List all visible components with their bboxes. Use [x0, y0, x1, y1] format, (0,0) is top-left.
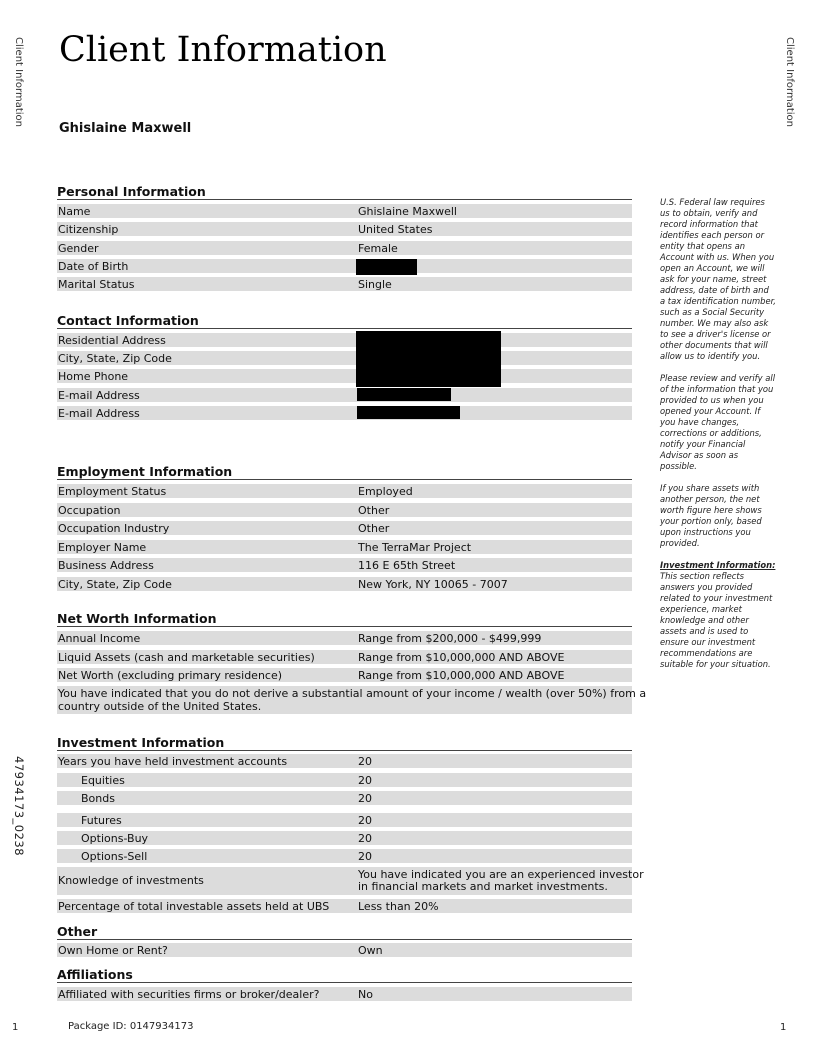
right-side-label: Client Information [784, 37, 795, 128]
row-value: 20 [358, 774, 372, 787]
row-label: Percentage of total investable assets held at UBS [58, 900, 330, 913]
sidebar-subheading: Investment Information: [660, 560, 776, 570]
row-label: Marital Status [58, 278, 135, 291]
sidebar-text: This section reflects answers you provided related to your investment experience, market knowledge and other assets and is used to ensure our investment recommendations are suitable for your situation. [660, 571, 773, 669]
row-label: Occupation [58, 504, 121, 517]
row-label: Occupation Industry [58, 522, 170, 535]
row-value: 20 [358, 832, 372, 845]
left-side-label: Client Information [13, 37, 24, 128]
table-row [57, 503, 632, 517]
row-label: Options-Sell [81, 850, 148, 863]
table-row [57, 813, 632, 827]
row-label: Business Address [58, 559, 154, 572]
row-label: Employment Status [58, 485, 167, 498]
other-section [57, 924, 632, 957]
section-heading: Employment Information [57, 464, 632, 480]
row-label: Date of Birth [58, 260, 129, 273]
page-number-right: 1 [780, 1022, 787, 1033]
table-row [57, 540, 632, 554]
section-heading: Investment Information [57, 735, 632, 751]
affiliations-section [57, 967, 632, 1001]
row-value: Other [358, 504, 390, 517]
row-value: Range from $200,000 - $499,999 [358, 632, 542, 645]
row-label: Liquid Assets (cash and marketable securities) [58, 651, 315, 664]
row-label: Years you have held investment accounts [58, 755, 288, 768]
table-row [57, 791, 632, 805]
table-row [57, 631, 632, 645]
row-value: No [358, 988, 373, 1001]
redaction-block [357, 406, 460, 419]
row-label: City, State, Zip Code [58, 352, 172, 365]
table-row [57, 987, 632, 1001]
row-value: 20 [358, 792, 372, 805]
row-label: Net Worth (excluding primary residence) [58, 669, 283, 682]
table-row [57, 277, 632, 291]
row-value: New York, NY 10065 - 7007 [358, 578, 508, 591]
row-value: Employed [358, 485, 413, 498]
section-heading: Personal Information [57, 184, 632, 200]
row-value: 20 [358, 814, 372, 827]
table-row [57, 577, 632, 591]
note-line: You have indicated that you do not derive a substantial amount of your income / wealth (over 50%) from a [58, 687, 647, 700]
note-line: country outside of the United States. [58, 700, 262, 713]
sidebar-paragraph: Please review and verify all of the information that you provided to us when you opened your Account. If you have changes, corrections or additions, notify your Financial Advisor as soon as possible. [660, 373, 776, 471]
table-row [57, 484, 632, 498]
row-label: Annual Income [58, 632, 141, 645]
section-heading: Contact Information [57, 313, 632, 329]
row-label: Own Home or Rent? [58, 944, 168, 957]
personal-information-section [57, 184, 632, 291]
row-value: Less than 20% [358, 900, 439, 913]
row-value: Female [358, 242, 398, 255]
redaction-block [356, 259, 417, 275]
row-value: Other [358, 522, 390, 535]
client-name: Ghislaine Maxwell [59, 121, 192, 136]
row-label: Bonds [81, 792, 115, 805]
table-row [57, 204, 632, 218]
table-row [57, 241, 632, 255]
table-row [57, 650, 632, 664]
row-label: Residential Address [58, 334, 166, 347]
table-row [57, 867, 644, 895]
table-row [57, 668, 632, 682]
row-label: Home Phone [58, 370, 129, 383]
row-label: Affiliated with securities firms or broker/dealer? [58, 988, 320, 1001]
row-label: Knowledge of investments [58, 874, 204, 887]
row-label: Gender [58, 242, 99, 255]
row-label: City, State, Zip Code [58, 578, 172, 591]
row-label: Equities [81, 774, 125, 787]
section-heading: Other [57, 924, 632, 940]
contact-information-section [57, 313, 632, 420]
table-row [57, 406, 632, 420]
table-row [57, 222, 632, 236]
table-row [57, 831, 632, 845]
table-row [57, 899, 632, 913]
table-row [57, 369, 632, 383]
package-id: Package ID: 0147934173 [68, 1021, 194, 1032]
page-number-left: 1 [12, 1022, 19, 1033]
row-label: Options-Buy [81, 832, 149, 845]
table-row [57, 943, 632, 957]
row-label: Name [58, 205, 91, 218]
row-value: 20 [358, 755, 372, 768]
row-value: You have indicated you are an experienced investor [358, 868, 644, 881]
redaction-block [357, 388, 451, 401]
section-heading: Affiliations [57, 967, 632, 983]
row-label: Employer Name [58, 541, 147, 554]
table-row [57, 773, 632, 787]
row-label: Futures [81, 814, 122, 827]
row-label: Citizenship [58, 223, 119, 236]
table-row [57, 849, 632, 863]
table-row [57, 351, 632, 365]
table-row [57, 754, 632, 768]
row-value: The TerraMar Project [358, 541, 472, 554]
row-value: United States [358, 223, 433, 236]
net-worth-note [57, 686, 647, 714]
row-value: Ghislaine Maxwell [358, 205, 457, 218]
table-row [57, 259, 632, 273]
sidebar-paragraph: If you share assets with another person, the net worth figure here shows your portion only, based upon instructions you provided. [660, 483, 762, 548]
document-id-stamp: 47934173_0238 [12, 756, 26, 857]
table-row [57, 333, 632, 347]
row-value: Range from $10,000,000 AND ABOVE [358, 669, 565, 682]
row-label: E-mail Address [58, 407, 140, 420]
section-heading: Net Worth Information [57, 611, 632, 627]
employment-information-section [57, 464, 632, 591]
net-worth-information-section [57, 611, 647, 713]
row-value: Range from $10,000,000 AND ABOVE [358, 651, 565, 664]
disclosure-sidebar [660, 197, 776, 681]
page-title: Client Information [59, 30, 387, 70]
table-row [57, 558, 632, 572]
table-row [57, 388, 632, 402]
row-value: Own [358, 944, 383, 957]
investment-information-section [57, 735, 644, 913]
row-value: 20 [358, 850, 372, 863]
sidebar-paragraph [660, 560, 776, 670]
sidebar-paragraph: U.S. Federal law requires us to obtain, verify and record information that identifies each person or entity that opens an Account with us. When you open an Account, we will ask for your name, street address, date of birth and a tax identification number, such as a Social Security number. We may also ask to see a driver's license or other documents that will allow us to identify you. [660, 197, 776, 361]
table-row [57, 521, 632, 535]
row-value: 116 E 65th Street [358, 559, 456, 572]
row-label: E-mail Address [58, 389, 140, 402]
row-value: in financial markets and market investments. [358, 880, 608, 893]
row-value: Single [358, 278, 392, 291]
redaction-block [356, 331, 501, 387]
